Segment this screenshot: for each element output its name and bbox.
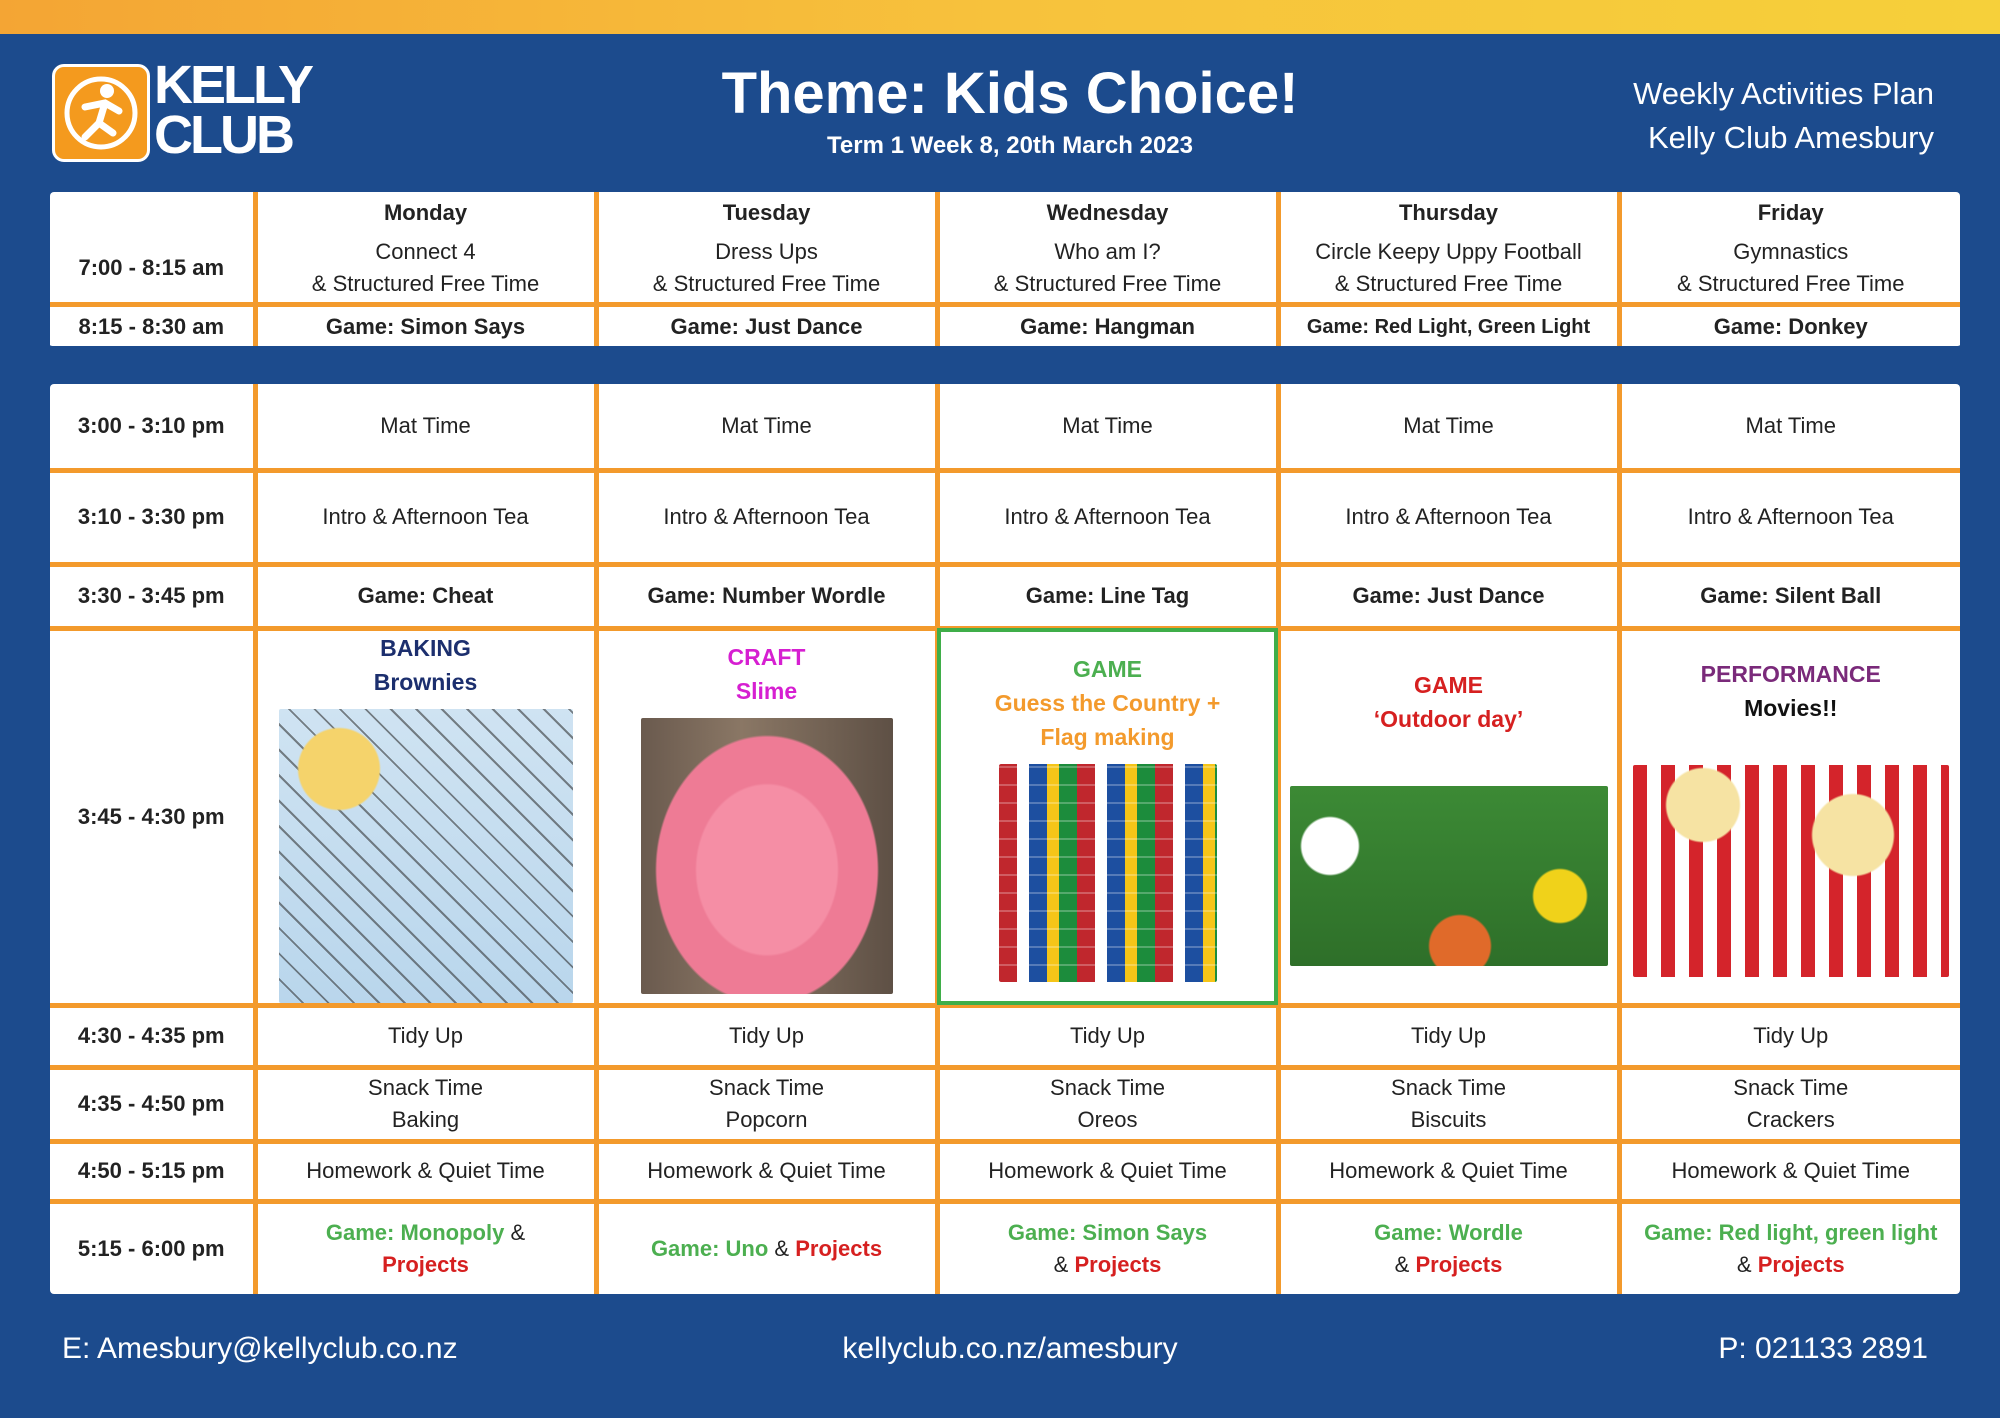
activity-cell: Intro & Afternoon Tea [1619,470,1960,564]
time-slot: 3:30 - 3:45 pm [50,564,255,628]
activity-name: ‘Outdoor day’ [1373,705,1524,732]
activity-cell-monday [255,628,596,1005]
day-monday: Monday [255,192,596,233]
time-slot: 4:50 - 5:15 pm [50,1141,255,1201]
game-cell: Game: Number Wordle [596,564,937,628]
snack-cell: Snack Time Popcorn [596,1067,937,1141]
final-cell: Game: Wordle & Projects [1278,1201,1619,1294]
time-slot: 4:30 - 4:35 pm [50,1005,255,1067]
time-slot: 8:15 - 8:30 am [50,305,255,346]
activity-cell-thursday [1278,628,1619,1005]
top-gradient-bar [0,0,2000,34]
activity-cell: Homework & Quiet Time [596,1141,937,1201]
activity-cell-friday [1619,628,1960,1005]
logo-wordmark: KELLY CLUB [154,55,312,165]
snack-cell: Snack Time Crackers [1619,1067,1960,1141]
table-row [50,628,1960,1005]
table-row [50,470,1960,564]
game-cell: Game: Red Light, Green Light [1278,305,1619,346]
cookies-image [279,709,573,1003]
activity-cell: Tidy Up [255,1005,596,1067]
day-thursday: Thursday [1278,192,1619,233]
popcorn-image [1633,765,1949,977]
footer-website[interactable]: kellyclub.co.nz/amesbury [842,1332,1178,1365]
time-slot: 4:35 - 4:50 pm [50,1067,255,1141]
activity-cell: Connect 4 & Structured Free Time [255,233,596,305]
final-cell: Game: Uno & Projects [596,1201,937,1294]
game-cell: Game: Silent Ball [1619,564,1960,628]
table-row [50,233,1960,305]
activity-cell: Homework & Quiet Time [937,1141,1278,1201]
game-cell: Game: Cheat [255,564,596,628]
activity-cell: Homework & Quiet Time [1619,1141,1960,1201]
club-name: Kelly Club Amesbury [1647,120,1934,155]
activity-type: CRAFT [727,643,806,670]
morning-table [50,192,1960,346]
time-slot: 3:45 - 4:30 pm [50,628,255,1005]
table-row [50,1005,1960,1067]
day-header-row [50,192,1960,233]
activity-name: Guess the Country + Flag making [994,689,1221,750]
time-slot: 5:15 - 6:00 pm [50,1201,255,1294]
morning-schedule [50,192,1960,349]
final-cell: Game: Simon Says & Projects [937,1201,1278,1294]
table-row [50,564,1960,628]
footer-phone: P: 021133 2891 [1718,1332,1928,1365]
activity-type: PERFORMANCE [1700,660,1881,687]
activity-cell: Tidy Up [1619,1005,1960,1067]
activity-cell: Tidy Up [1278,1005,1619,1067]
plan-title: Weekly Activities Plan [1633,76,1934,111]
snack-cell: Snack Time Baking [255,1067,596,1141]
activity-cell: Tidy Up [596,1005,937,1067]
table-row [50,1201,1960,1294]
activity-cell: Tidy Up [937,1005,1278,1067]
game-cell: Game: Hangman [937,305,1278,346]
activity-cell: Intro & Afternoon Tea [1278,470,1619,564]
time-slot: 3:10 - 3:30 pm [50,470,255,564]
table-row [50,1141,1960,1201]
activity-cell: Mat Time [1278,384,1619,470]
afternoon-table [50,384,1960,1294]
activity-cell: Gymnastics & Structured Free Time [1619,233,1960,305]
day-tuesday: Tuesday [596,192,937,233]
activity-cell: Who am I? & Structured Free Time [937,233,1278,305]
activity-cell: Dress Ups & Structured Free Time [596,233,937,305]
activity-cell: Intro & Afternoon Tea [596,470,937,564]
afternoon-schedule [50,384,1960,1294]
page-title: Theme: Kids Choice! [721,61,1299,126]
day-friday: Friday [1619,192,1960,233]
activity-cell: Homework & Quiet Time [1278,1141,1619,1201]
activity-cell: Mat Time [937,384,1278,470]
activity-cell: Mat Time [1619,384,1960,470]
snack-cell: Snack Time Biscuits [1278,1067,1619,1141]
activity-name: Brownies [373,668,478,695]
final-cell: Game: Red light, green light & Projects [1619,1201,1960,1294]
footer-email[interactable]: E: Amesbury@kellyclub.co.nz [62,1332,458,1365]
activity-cell: Mat Time [596,384,937,470]
day-wednesday: Wednesday [937,192,1278,233]
table-row [50,384,1960,470]
activity-type: BAKING [380,634,471,661]
activity-name: Slime [735,677,798,704]
page-subtitle: Term 1 Week 8, 20th March 2023 [827,132,1193,159]
corner-cell [50,192,255,233]
flags-image [999,764,1217,982]
snack-cell: Snack Time Oreos [937,1067,1278,1141]
plan-info [1633,72,1934,160]
slime-image [641,718,893,994]
activity-cell: Intro & Afternoon Tea [937,470,1278,564]
time-slot: 7:00 - 8:15 am [78,254,225,280]
game-cell: Game: Donkey [1619,305,1960,346]
game-cell: Game: Line Tag [937,564,1278,628]
kelly-club-logo [52,55,312,165]
activity-cell: Mat Time [255,384,596,470]
activity-cell-wednesday [937,628,1278,1005]
activity-cell-tuesday [596,628,937,1005]
table-row [50,305,1960,346]
activity-type: GAME [1414,671,1483,698]
final-cell: Game: Monopoly & Projects [255,1201,596,1294]
running-figure-icon [52,64,150,162]
game-cell: Game: Just Dance [1278,564,1619,628]
time-slot: 3:00 - 3:10 pm [77,412,225,438]
table-row [50,1067,1960,1141]
activity-name: Movies!! [1744,694,1838,721]
activity-cell: Intro & Afternoon Tea [255,470,596,564]
sports-image [1290,786,1608,966]
activity-cell: Circle Keepy Uppy Football & Structured Free Time [1278,233,1619,305]
activity-cell: Homework & Quiet Time [255,1141,596,1201]
game-cell: Game: Simon Says [255,305,596,346]
game-cell: Game: Just Dance [596,305,937,346]
activity-type: GAME [1073,655,1142,682]
